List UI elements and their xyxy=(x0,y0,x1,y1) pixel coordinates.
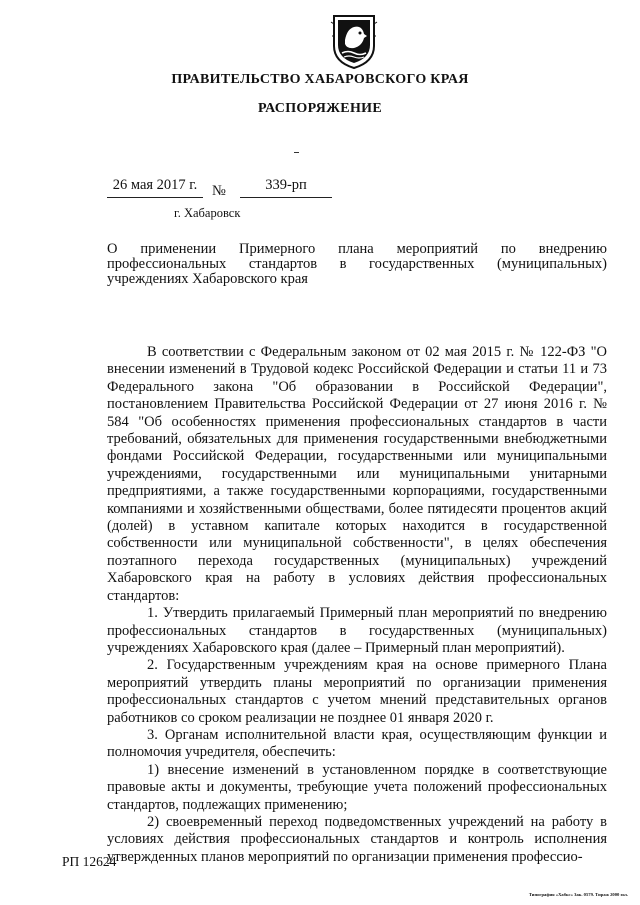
preamble-paragraph: В соответствии с Федеральным законом от 02 мая 2015 г. № 122-ФЗ "О внесении изменений в Трудовой кодекс Российской Федерации и статьи 11 и 73 Федерального закона "Об образовании в Российской Федерации", постановлением Правительства Российской Федерации от 27 июня 2016 г. № 584 "Об особенностях применения профессиональных стандартов в части требований, обязательных для применения государственными внебюджетными фондами Российской Федерации, государственными или муниципальными учреждениями, государственными или муниципальными унитарными предприятиями, а также государственными корпорациями, государственными компаниями и хозяйственными обществами, более пятидесяти процентов акций (долей) в уставном капитале которых находится в государственной собственности или муниципальной собственности", в целях обеспечения поэтапного перехода государственных (муниципальных) учреждений Хабаровского края на работу в условиях действия профессиональных стандартов: xyxy=(107,344,607,604)
clause-3-item-2: 2) своевременный переход подведомственных учреждений на работу в условиях действия профессиональных стандартов и контроль исполнения утвержденных планов мероприятий по организации применения профессио- xyxy=(107,813,607,865)
date-underline xyxy=(107,197,203,198)
coat-of-arms-icon xyxy=(329,12,379,70)
city: г. Хабаровск xyxy=(174,206,241,220)
document-type: РАСПОРЯЖЕНИЕ xyxy=(258,101,382,116)
number-underline xyxy=(240,197,332,198)
printer-imprint: Типография «Хабкс» Зак. 0579. Тираж 2000 экз. xyxy=(528,892,628,897)
clause-3: 3. Органам исполнительной власти края, осуществляющим функции и полномочия учредителя, обеспечить: xyxy=(107,726,607,761)
document-body xyxy=(107,344,607,866)
clause-3-item-1: 1) внесение изменений в установленном порядке в соответствующие правовые акты и документы, требующие учета положений профессиональных стандартов, подлежащих применению; xyxy=(107,761,607,813)
document-subject: О применении Примерного плана мероприятий по внедрению профессиональных стандартов в государственных (муниципальных) учреждениях Хабаровского края xyxy=(107,241,607,287)
document-number: 339-рп xyxy=(265,177,307,193)
number-sign: № xyxy=(212,183,226,199)
government-title: ПРАВИТЕЛЬСТВО ХАБАРОВСКОГО КРАЯ xyxy=(171,72,469,87)
document-date: 26 мая 2017 г. xyxy=(112,177,198,193)
clause-2: 2. Государственным учреждениям края на основе примерного Плана мероприятий утвердить планы мероприятий по организации применения профессиональных стандартов с учетом мнений представительных органов работников со сроком реализации не позднее 01 января 2020 г. xyxy=(107,657,607,726)
mark-dash xyxy=(294,152,299,153)
clause-1: 1. Утвердить прилагаемый Примерный план мероприятий по внедрению профессиональных стандартов в государственных (муниципальных) учреждениях Хабаровского края (далее – Примерный план мероприятий). xyxy=(107,605,607,656)
registry-code: РП 12624 xyxy=(62,854,117,869)
